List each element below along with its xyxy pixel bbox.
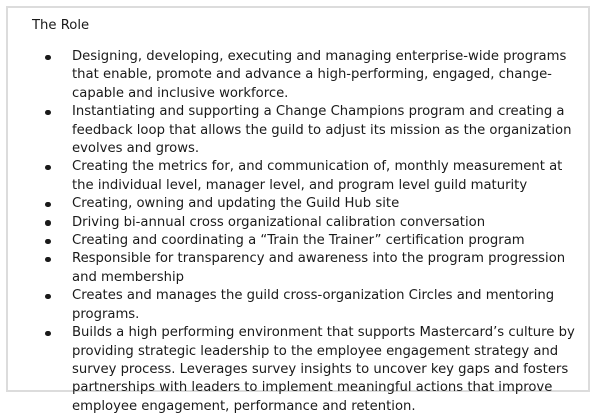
section-heading: The Role xyxy=(32,18,90,33)
bullet-icon xyxy=(45,239,51,245)
bullet-icon xyxy=(45,110,51,116)
list-item xyxy=(72,232,588,250)
list-item-text: Creating and coordinating a “Train the Trainer” certification program xyxy=(72,233,525,249)
list-item-text: Responsible for transparency and awareness into the program progression and membership xyxy=(72,251,566,285)
bullet-icon xyxy=(45,331,51,337)
bullet-icon xyxy=(45,257,51,263)
list-item xyxy=(72,287,588,324)
list-item-text: Instantiating and supporting a Change Champions program and creating a feedback loop that allows the guild to adjust its mission as the organization evolves and grows. xyxy=(72,104,572,157)
list-item xyxy=(72,250,588,287)
list-item xyxy=(72,158,588,195)
role-section-card xyxy=(6,6,590,414)
list-item-text: Creates and manages the guild cross-organization Circles and mentoring programs. xyxy=(72,288,555,322)
list-item-text: Driving bi-annual cross organizational calibration conversation xyxy=(72,214,486,230)
list-item xyxy=(72,103,588,158)
list-item-text: Creating, owning and updating the Guild Hub site xyxy=(72,196,400,212)
list-item xyxy=(72,324,588,416)
bullet-icon xyxy=(45,294,51,300)
list-item-text: Builds a high performing environment that supports Mastercard’s culture by providing strategic leadership to the employee engagement strategy and survey process. Leverages survey insights to uncover key gaps and fosters partnerships with leaders to implement meaningful actions that improve employee engagement, performance and retention. xyxy=(72,325,575,414)
bullet-icon xyxy=(45,202,51,208)
list-item xyxy=(72,214,588,232)
bullet-icon xyxy=(45,55,51,61)
list-item xyxy=(72,195,588,213)
bullet-icon xyxy=(45,220,51,226)
list-item-text: Designing, developing, executing and managing enterprise-wide programs that enable, promote and advance a high-performing, engaged, change-capable and inclusive workforce. xyxy=(72,49,567,101)
list-item xyxy=(72,48,588,103)
role-responsibilities-list xyxy=(28,48,588,416)
bullet-icon xyxy=(45,165,51,171)
list-item-text: Creating the metrics for, and communication of, monthly measurement at the individual level, manager level, and program level guild maturity xyxy=(72,159,563,193)
